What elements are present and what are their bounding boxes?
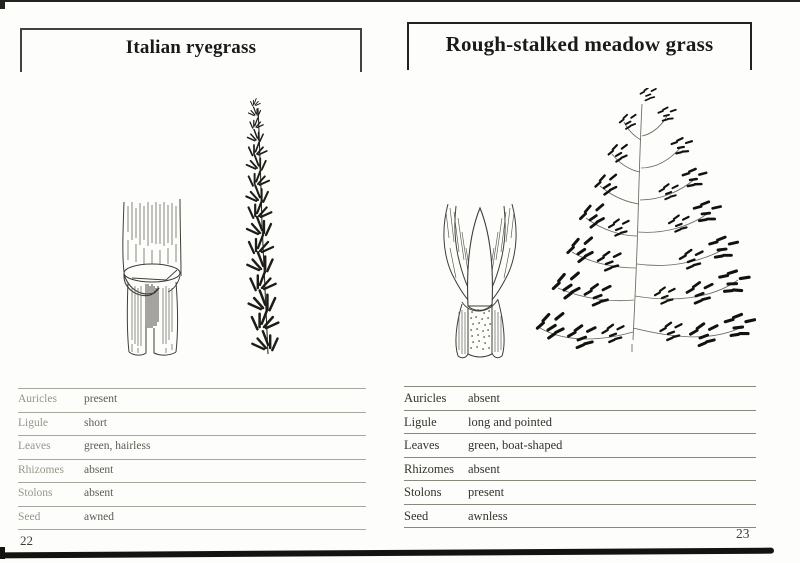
scan-edge-bottom-left-mark (0, 547, 5, 559)
attribute-label: Auricles (18, 393, 57, 405)
attribute-label: Ligule (18, 416, 49, 429)
attribute-value: absent (468, 391, 500, 405)
attribute-value: present (468, 485, 505, 499)
meadow-grass-ligule-illustration (432, 196, 528, 362)
left-attribute-table (18, 388, 366, 530)
table-row (404, 504, 756, 528)
attribute-value: long and pointed (468, 414, 553, 429)
table-row (404, 386, 756, 410)
right-title-box (407, 22, 752, 70)
attribute-label: Seed (18, 510, 41, 523)
table-row (18, 388, 366, 412)
scan-edge-top (0, 0, 800, 2)
table-row (404, 410, 756, 434)
table-row (18, 482, 366, 506)
attribute-label: Stolons (404, 485, 442, 499)
attribute-label: Auricles (404, 391, 447, 405)
table-row (404, 457, 756, 481)
table-row (18, 435, 366, 459)
attribute-label: Leaves (404, 438, 440, 452)
left-title-box (20, 28, 362, 72)
attribute-label: Rhizomes (404, 461, 454, 476)
table-row (18, 412, 366, 436)
attribute-label: Leaves (18, 440, 51, 452)
attribute-value: absent (84, 463, 114, 476)
right-page-number: 23 (736, 526, 750, 541)
attribute-value: absent (468, 461, 500, 476)
scan-edge-bottom (0, 548, 774, 559)
attribute-value: awnless (468, 508, 508, 523)
attribute-label: Seed (404, 508, 429, 523)
left-page-number: 22 (20, 533, 33, 548)
right-attribute-table (404, 386, 756, 528)
italian-ryegrass-ligule-illustration (104, 196, 200, 362)
right-page-title: Rough-stalked meadow grass (445, 32, 714, 56)
attribute-value: short (84, 416, 107, 429)
scan-edge-top-left-mark (0, 0, 5, 9)
table-row (404, 433, 756, 457)
italian-ryegrass-seedhead-illustration (224, 96, 286, 358)
attribute-label: Stolons (18, 487, 53, 499)
left-page-title: Italian ryegrass (125, 37, 257, 58)
attribute-value: green, boat-shaped (468, 438, 563, 452)
table-row (404, 480, 756, 504)
table-row (18, 459, 366, 483)
attribute-value: absent (84, 487, 114, 499)
attribute-value: green, hairless (84, 440, 151, 452)
attribute-value: awned (84, 510, 115, 523)
attribute-label: Ligule (404, 414, 437, 429)
meadow-grass-panicle-illustration (530, 88, 756, 354)
table-row (18, 506, 366, 530)
attribute-value: present (84, 393, 118, 405)
attribute-label: Rhizomes (18, 463, 64, 476)
